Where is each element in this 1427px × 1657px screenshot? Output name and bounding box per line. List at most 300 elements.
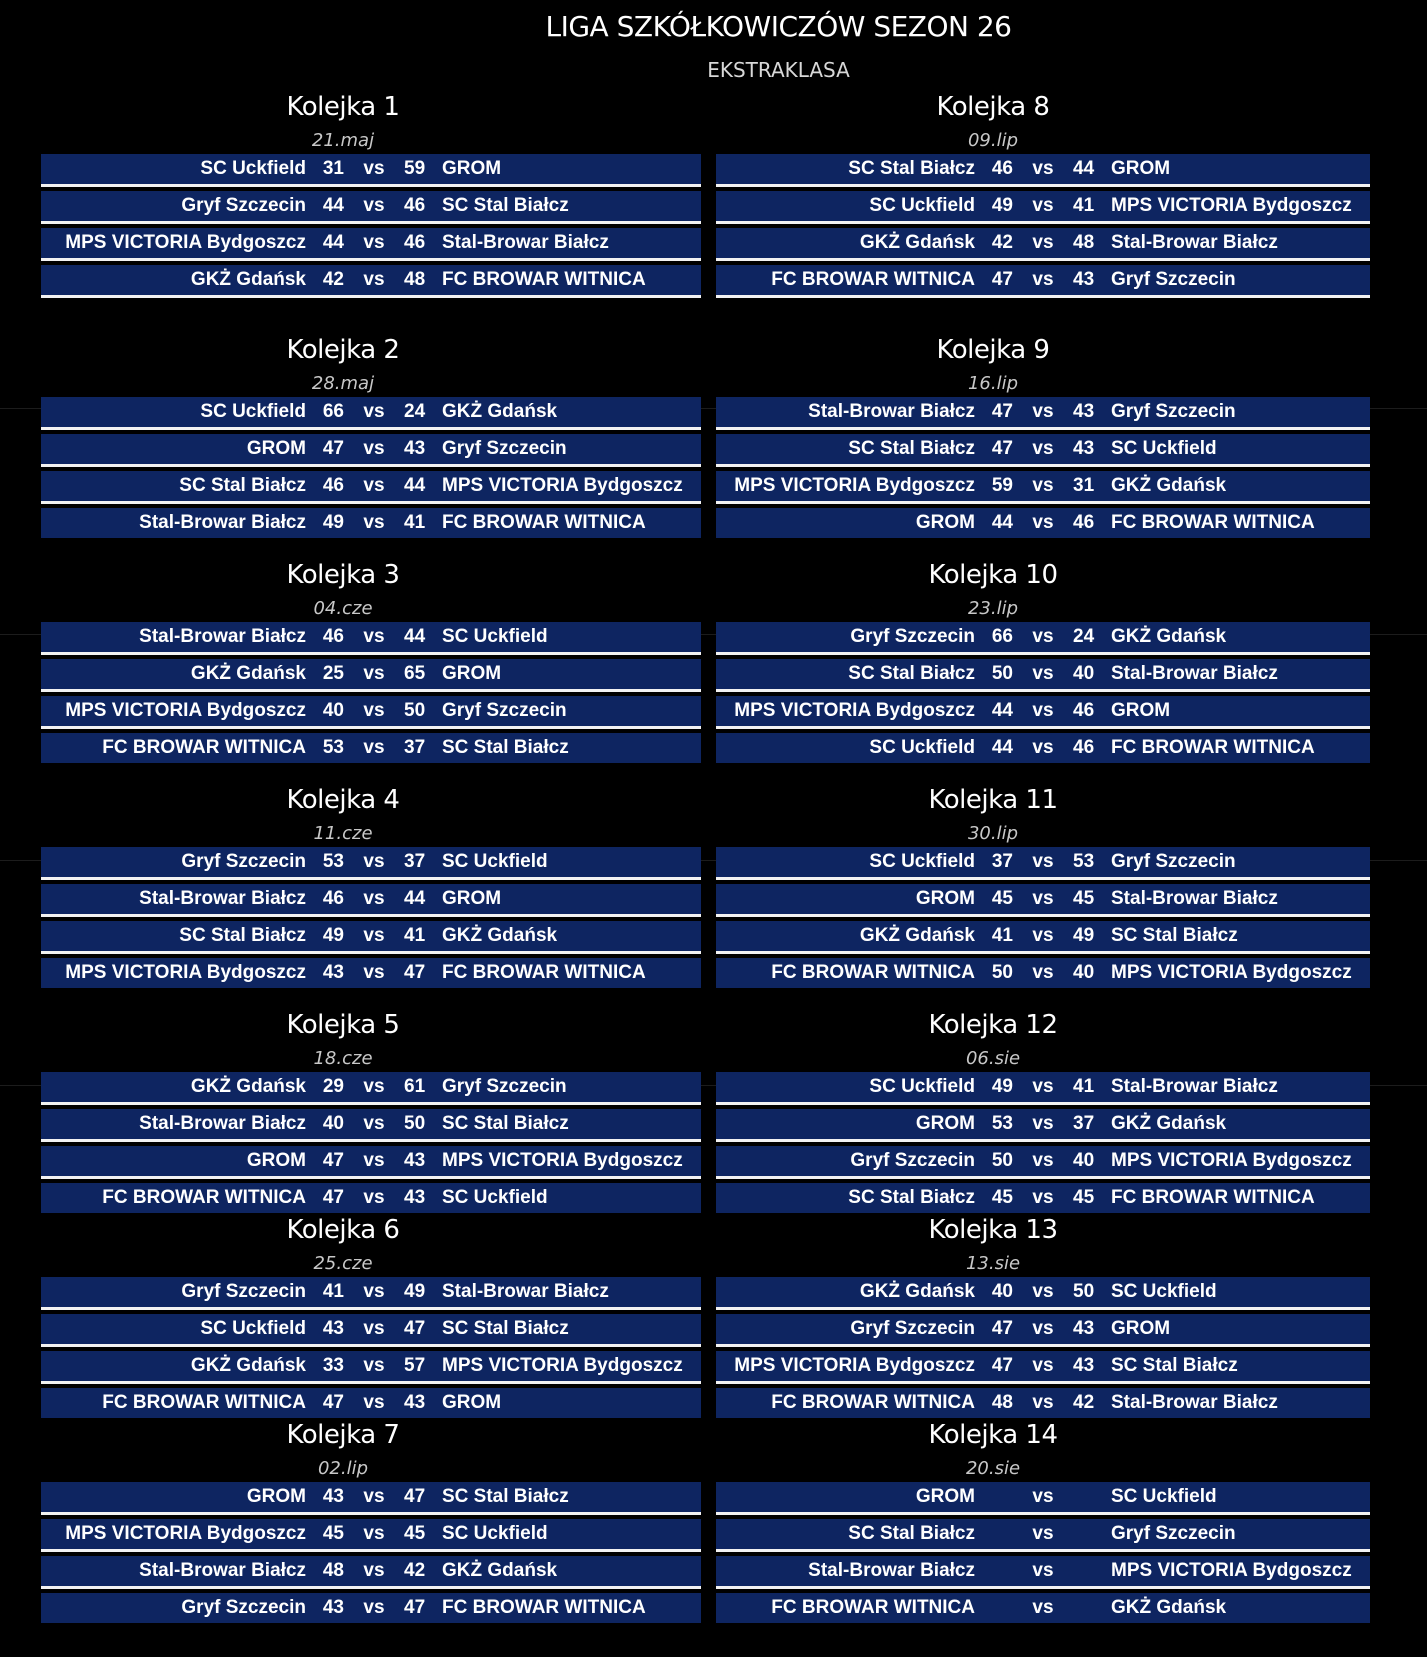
match-row <box>41 1482 701 1515</box>
away-team: SC Stal Białcz <box>442 1113 569 1134</box>
home-score: 45 <box>322 1523 344 1544</box>
vs-label: vs <box>363 737 385 758</box>
round-header <box>41 335 701 397</box>
round-name: Kolejka 12 <box>928 1010 1058 1040</box>
away-score: 47 <box>404 1597 426 1618</box>
away-score: 37 <box>404 737 426 758</box>
away-score: 45 <box>1073 888 1095 909</box>
match-row <box>41 622 701 655</box>
away-team: MPS VICTORIA Bydgoszcz <box>442 475 683 496</box>
home-team: MPS VICTORIA Bydgoszcz <box>65 232 306 253</box>
home-team: GKŻ Gdańsk <box>859 1281 975 1302</box>
away-team: SC Uckfield <box>1111 438 1217 459</box>
away-score: 44 <box>1073 158 1095 179</box>
vs-label: vs <box>1032 401 1054 422</box>
away-score: 49 <box>404 1281 426 1302</box>
match-row <box>41 1593 701 1623</box>
vs-label: vs <box>363 1597 385 1618</box>
away-team: MPS VICTORIA Bydgoszcz <box>1111 195 1352 216</box>
match-row <box>716 1351 1370 1384</box>
away-team: GROM <box>1111 700 1171 721</box>
match-row <box>716 1388 1370 1418</box>
away-score: 43 <box>1073 1355 1095 1376</box>
away-score: 59 <box>404 158 426 179</box>
home-team: MPS VICTORIA Bydgoszcz <box>734 475 975 496</box>
vs-label: vs <box>1032 195 1054 216</box>
match-row <box>716 622 1370 655</box>
home-team: MPS VICTORIA Bydgoszcz <box>65 962 306 983</box>
match-row <box>716 847 1370 880</box>
away-score: 45 <box>404 1523 426 1544</box>
away-score: 65 <box>404 663 426 684</box>
home-score: 40 <box>991 1281 1013 1302</box>
vs-label: vs <box>1032 1076 1054 1097</box>
round-block <box>716 335 1370 540</box>
vs-label: vs <box>363 401 385 422</box>
vs-label: vs <box>363 1523 385 1544</box>
home-team: SC Stal Białcz <box>848 663 975 684</box>
round-header <box>41 1010 701 1072</box>
vs-label: vs <box>1032 475 1054 496</box>
round-name: Kolejka 5 <box>286 1010 400 1040</box>
round-block <box>41 1010 701 1215</box>
home-team: FC BROWAR WITNICA <box>102 737 306 758</box>
home-team: Gryf Szczecin <box>181 195 306 216</box>
match-row <box>716 471 1370 504</box>
vs-label: vs <box>1032 1486 1054 1507</box>
vs-label: vs <box>363 888 385 909</box>
round-header <box>41 92 701 154</box>
match-row <box>716 1556 1370 1589</box>
away-score: 47 <box>404 1318 426 1339</box>
round-name: Kolejka 10 <box>928 560 1058 590</box>
away-team: Gryf Szczecin <box>1111 269 1236 290</box>
home-score: 49 <box>991 195 1013 216</box>
home-team: FC BROWAR WITNICA <box>771 962 975 983</box>
home-team: MPS VICTORIA Bydgoszcz <box>65 700 306 721</box>
away-score: 43 <box>404 438 426 459</box>
away-score: 24 <box>1073 626 1095 647</box>
home-score: 48 <box>322 1560 344 1581</box>
home-score: 43 <box>322 1597 344 1618</box>
home-team: Stal-Browar Białcz <box>808 401 975 422</box>
vs-label: vs <box>1032 1281 1054 1302</box>
round-date: 20.sie <box>965 1458 1021 1479</box>
match-row <box>41 921 701 954</box>
vs-label: vs <box>363 1392 385 1413</box>
match-row <box>41 1519 701 1552</box>
match-row <box>716 508 1370 538</box>
away-team: SC Stal Białcz <box>1111 925 1238 946</box>
home-score: 45 <box>991 888 1013 909</box>
vs-label: vs <box>363 663 385 684</box>
vs-label: vs <box>1032 1392 1054 1413</box>
match-row <box>716 659 1370 692</box>
home-team: Stal-Browar Białcz <box>139 1113 306 1134</box>
vs-label: vs <box>363 1076 385 1097</box>
match-row <box>41 191 701 224</box>
round-header <box>41 560 701 622</box>
home-team: FC BROWAR WITNICA <box>771 269 975 290</box>
round-name: Kolejka 4 <box>286 785 400 815</box>
home-score: 53 <box>991 1113 1013 1134</box>
home-team: GROM <box>915 1486 975 1507</box>
home-score: 29 <box>322 1076 344 1097</box>
away-score: 57 <box>404 1355 426 1376</box>
round-name: Kolejka 2 <box>286 335 400 365</box>
vs-label: vs <box>1032 962 1054 983</box>
vs-label: vs <box>363 1281 385 1302</box>
home-score: 49 <box>322 512 344 533</box>
round-header <box>41 1215 701 1277</box>
home-score: 47 <box>991 269 1013 290</box>
home-team: SC Stal Białcz <box>848 1187 975 1208</box>
away-team: SC Uckfield <box>1111 1281 1217 1302</box>
home-team: SC Stal Białcz <box>179 925 306 946</box>
vs-label: vs <box>1032 232 1054 253</box>
home-score: 47 <box>991 438 1013 459</box>
match-row <box>716 921 1370 954</box>
match-row <box>716 397 1370 430</box>
match-row <box>41 847 701 880</box>
round-header <box>716 335 1370 397</box>
home-score: 45 <box>991 1187 1013 1208</box>
home-team: Gryf Szczecin <box>850 1318 975 1339</box>
home-score: 46 <box>322 888 344 909</box>
match-row <box>41 884 701 917</box>
home-team: GROM <box>246 1486 306 1507</box>
home-score: 44 <box>322 195 344 216</box>
home-team: Gryf Szczecin <box>850 626 975 647</box>
away-team: SC Stal Białcz <box>442 1486 569 1507</box>
home-team: FC BROWAR WITNICA <box>102 1392 306 1413</box>
home-score: 48 <box>991 1392 1013 1413</box>
round-name: Kolejka 9 <box>936 335 1050 365</box>
vs-label: vs <box>363 195 385 216</box>
round-header <box>716 1215 1370 1277</box>
match-row <box>41 696 701 729</box>
round-name: Kolejka 6 <box>286 1215 400 1245</box>
vs-label: vs <box>1032 1560 1054 1581</box>
match-row <box>716 884 1370 917</box>
round-date: 09.lip <box>967 130 1019 151</box>
away-team: Gryf Szczecin <box>1111 401 1236 422</box>
match-row <box>41 733 701 763</box>
round-date: 21.maj <box>311 130 375 151</box>
round-header <box>41 1420 701 1482</box>
home-score: 49 <box>322 925 344 946</box>
away-team: MPS VICTORIA Bydgoszcz <box>442 1150 683 1171</box>
round-block <box>41 1420 701 1625</box>
away-score: 44 <box>404 475 426 496</box>
away-team: SC Uckfield <box>442 1187 548 1208</box>
away-team: SC Stal Białcz <box>442 737 569 758</box>
away-score: 44 <box>404 626 426 647</box>
away-team: SC Stal Białcz <box>442 195 569 216</box>
vs-label: vs <box>363 158 385 179</box>
away-score: 43 <box>404 1150 426 1171</box>
vs-label: vs <box>363 1355 385 1376</box>
match-row <box>716 154 1370 187</box>
match-row <box>716 696 1370 729</box>
away-team: MPS VICTORIA Bydgoszcz <box>442 1355 683 1376</box>
vs-label: vs <box>363 851 385 872</box>
home-score: 47 <box>991 1355 1013 1376</box>
away-score: 43 <box>1073 438 1095 459</box>
away-team: FC BROWAR WITNICA <box>1111 1187 1315 1208</box>
away-score: 31 <box>1073 475 1095 496</box>
home-score: 25 <box>322 663 344 684</box>
away-team: Stal-Browar Białcz <box>1111 888 1278 909</box>
away-team: GKŻ Gdańsk <box>1111 475 1227 496</box>
home-score: 43 <box>322 1318 344 1339</box>
home-team: SC Uckfield <box>869 737 975 758</box>
round-name: Kolejka 1 <box>286 92 400 122</box>
away-team: GKŻ Gdańsk <box>442 1560 558 1581</box>
match-row <box>716 1183 1370 1213</box>
home-score: 47 <box>322 1187 344 1208</box>
vs-label: vs <box>1032 663 1054 684</box>
away-team: SC Uckfield <box>1111 1486 1217 1507</box>
home-score: 43 <box>322 962 344 983</box>
away-team: FC BROWAR WITNICA <box>1111 512 1315 533</box>
away-score: 44 <box>404 888 426 909</box>
match-row <box>41 1556 701 1589</box>
match-row <box>41 958 701 988</box>
away-team: GROM <box>442 663 502 684</box>
home-team: SC Uckfield <box>869 1076 975 1097</box>
home-team: Gryf Szczecin <box>181 1597 306 1618</box>
home-team: GROM <box>246 1150 306 1171</box>
away-team: GKŻ Gdańsk <box>1111 1597 1227 1618</box>
match-row <box>716 265 1370 298</box>
home-score: 42 <box>991 232 1013 253</box>
match-row <box>716 1109 1370 1142</box>
match-row <box>41 1072 701 1105</box>
away-team: GROM <box>442 1392 502 1413</box>
away-team: Stal-Browar Białcz <box>1111 663 1278 684</box>
home-score: 49 <box>991 1076 1013 1097</box>
home-score: 41 <box>322 1281 344 1302</box>
match-row <box>41 228 701 261</box>
home-team: SC Uckfield <box>200 1318 306 1339</box>
round-name: Kolejka 11 <box>928 785 1058 815</box>
vs-label: vs <box>363 962 385 983</box>
home-team: Stal-Browar Białcz <box>808 1560 975 1581</box>
away-score: 47 <box>404 1486 426 1507</box>
match-row <box>716 1314 1370 1347</box>
home-score: 47 <box>991 1318 1013 1339</box>
away-score: 46 <box>1073 737 1095 758</box>
vs-label: vs <box>363 1486 385 1507</box>
home-team: Stal-Browar Białcz <box>139 1560 306 1581</box>
vs-label: vs <box>1032 1187 1054 1208</box>
away-team: MPS VICTORIA Bydgoszcz <box>1111 1560 1352 1581</box>
home-team: SC Stal Białcz <box>848 158 975 179</box>
match-row <box>41 1351 701 1384</box>
away-team: SC Uckfield <box>442 851 548 872</box>
home-team: Stal-Browar Białcz <box>139 888 306 909</box>
away-score: 50 <box>404 1113 426 1134</box>
home-team: SC Uckfield <box>869 851 975 872</box>
away-team: MPS VICTORIA Bydgoszcz <box>1111 1150 1352 1171</box>
away-team: Stal-Browar Białcz <box>442 1281 609 1302</box>
vs-label: vs <box>1032 888 1054 909</box>
vs-label: vs <box>363 1318 385 1339</box>
vs-label: vs <box>1032 269 1054 290</box>
away-score: 47 <box>404 962 426 983</box>
away-score: 46 <box>404 232 426 253</box>
home-team: GROM <box>915 1113 975 1134</box>
match-row <box>716 1482 1370 1515</box>
home-team: Gryf Szczecin <box>850 1150 975 1171</box>
home-team: SC Uckfield <box>200 158 306 179</box>
match-row <box>41 154 701 187</box>
round-date: 23.lip <box>967 598 1019 619</box>
home-team: GROM <box>915 888 975 909</box>
match-row <box>716 228 1370 261</box>
home-team: SC Uckfield <box>869 195 975 216</box>
away-score: 50 <box>404 700 426 721</box>
away-score: 41 <box>1073 1076 1095 1097</box>
away-team: MPS VICTORIA Bydgoszcz <box>1111 962 1352 983</box>
away-team: GROM <box>1111 1318 1171 1339</box>
match-row <box>716 1072 1370 1105</box>
round-name: Kolejka 13 <box>928 1215 1058 1245</box>
match-row <box>716 434 1370 467</box>
away-team: FC BROWAR WITNICA <box>442 962 646 983</box>
away-team: GKŻ Gdańsk <box>1111 1113 1227 1134</box>
round-date: 16.lip <box>967 373 1019 394</box>
home-score: 50 <box>991 1150 1013 1171</box>
home-score: 31 <box>322 158 344 179</box>
home-team: GKŻ Gdańsk <box>190 1355 306 1376</box>
away-team: Gryf Szczecin <box>1111 851 1236 872</box>
round-date: 25.cze <box>313 1253 373 1274</box>
round-block <box>41 560 701 765</box>
home-team: SC Stal Białcz <box>848 1523 975 1544</box>
away-score: 41 <box>1073 195 1095 216</box>
round-block <box>716 1010 1370 1215</box>
away-team: GROM <box>1111 158 1171 179</box>
home-score: 46 <box>322 475 344 496</box>
match-row <box>716 1519 1370 1552</box>
round-name: Kolejka 7 <box>286 1420 400 1450</box>
vs-label: vs <box>363 1187 385 1208</box>
round-name: Kolejka 14 <box>928 1420 1058 1450</box>
match-row <box>41 508 701 538</box>
round-block <box>41 335 701 540</box>
away-score: 53 <box>1073 851 1095 872</box>
vs-label: vs <box>363 700 385 721</box>
vs-label: vs <box>363 1150 385 1171</box>
away-score: 50 <box>1073 1281 1095 1302</box>
vs-label: vs <box>1032 512 1054 533</box>
vs-label: vs <box>363 232 385 253</box>
home-score: 66 <box>322 401 344 422</box>
vs-label: vs <box>363 512 385 533</box>
home-score: 33 <box>322 1355 344 1376</box>
round-block <box>716 92 1370 302</box>
round-block <box>716 1420 1370 1625</box>
match-row <box>716 1146 1370 1179</box>
home-score: 42 <box>322 269 344 290</box>
away-team: SC Uckfield <box>442 626 548 647</box>
vs-label: vs <box>1032 925 1054 946</box>
round-date: 30.lip <box>967 823 1019 844</box>
vs-label: vs <box>1032 851 1054 872</box>
away-team: Gryf Szczecin <box>442 1076 567 1097</box>
home-score: 47 <box>322 1150 344 1171</box>
away-team: GKŻ Gdańsk <box>1111 626 1227 647</box>
away-team: Stal-Browar Białcz <box>1111 232 1278 253</box>
match-row <box>41 1109 701 1142</box>
home-team: GKŻ Gdańsk <box>859 925 975 946</box>
away-score: 40 <box>1073 663 1095 684</box>
home-score: 46 <box>322 626 344 647</box>
match-row <box>41 1314 701 1347</box>
away-score: 61 <box>404 1076 426 1097</box>
away-team: FC BROWAR WITNICA <box>442 512 646 533</box>
round-block <box>41 92 701 302</box>
match-row <box>41 1183 701 1213</box>
match-row <box>716 1593 1370 1623</box>
league-subtitle: EKSTRAKLASA <box>707 58 850 82</box>
home-team: FC BROWAR WITNICA <box>102 1187 306 1208</box>
round-date: 13.sie <box>965 1253 1021 1274</box>
match-row <box>716 1277 1370 1310</box>
home-score: 59 <box>991 475 1013 496</box>
vs-label: vs <box>363 269 385 290</box>
match-row <box>41 1388 701 1418</box>
vs-label: vs <box>363 1560 385 1581</box>
away-team: GROM <box>442 888 502 909</box>
home-team: Gryf Szczecin <box>181 1281 306 1302</box>
vs-label: vs <box>1032 158 1054 179</box>
home-team: SC Stal Białcz <box>848 438 975 459</box>
home-score: 44 <box>991 700 1013 721</box>
away-team: FC BROWAR WITNICA <box>442 269 646 290</box>
home-team: Stal-Browar Białcz <box>139 512 306 533</box>
home-score: 53 <box>322 737 344 758</box>
round-header <box>716 560 1370 622</box>
vs-label: vs <box>1032 1318 1054 1339</box>
away-team: Gryf Szczecin <box>442 700 567 721</box>
home-score: 50 <box>991 962 1013 983</box>
home-score: 66 <box>991 626 1013 647</box>
page-title: LIGA SZKÓŁKOWICZÓW SEZON 26 <box>545 10 1012 43</box>
round-date: 28.maj <box>311 373 375 394</box>
away-score: 49 <box>1073 925 1095 946</box>
match-row <box>716 191 1370 224</box>
round-block <box>716 1215 1370 1420</box>
home-score: 46 <box>991 158 1013 179</box>
away-team: SC Stal Białcz <box>1111 1355 1238 1376</box>
away-score: 42 <box>1073 1392 1095 1413</box>
home-score: 43 <box>322 1486 344 1507</box>
home-score: 47 <box>991 401 1013 422</box>
away-team: Gryf Szczecin <box>442 438 567 459</box>
round-header <box>41 785 701 847</box>
away-team: FC BROWAR WITNICA <box>1111 737 1315 758</box>
round-date: 04.cze <box>313 598 373 619</box>
away-team: Gryf Szczecin <box>1111 1523 1236 1544</box>
home-team: GROM <box>915 512 975 533</box>
vs-label: vs <box>1032 1523 1054 1544</box>
vs-label: vs <box>1032 737 1054 758</box>
match-row <box>41 1277 701 1310</box>
vs-label: vs <box>1032 700 1054 721</box>
